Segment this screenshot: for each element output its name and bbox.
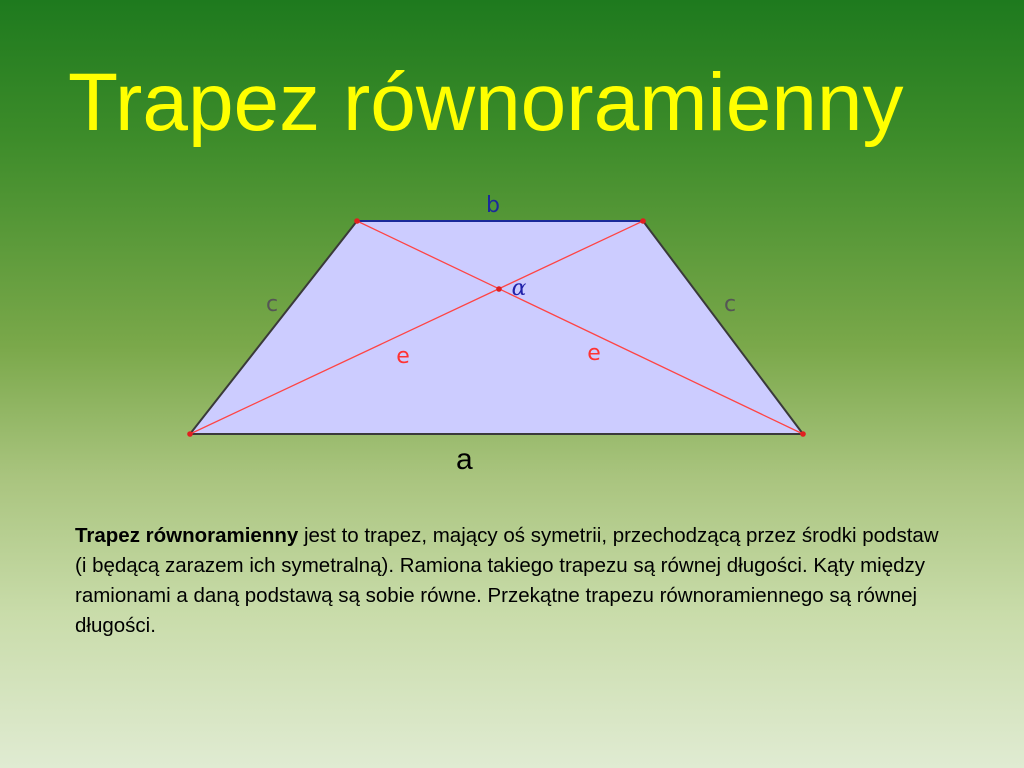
vertex-bottom-left <box>187 431 193 437</box>
label-top-base: b <box>486 193 500 218</box>
trapezoid-shape <box>190 221 803 434</box>
definition-paragraph <box>75 521 955 641</box>
vertex-top-left <box>354 218 360 224</box>
definition-text: jest to trapez, mający oś symetrii, przechodzącą przez środki podstaw (i będącą zarazem ich symetralną). Ramiona takiego trapezu są równej długości. Kąty między ramionami a daną podstawą są sobie równe. Przekątne trapezu równoramiennego są równej długości. <box>75 524 939 637</box>
diagonal-intersection <box>496 286 502 292</box>
label-right-leg: c <box>723 292 737 317</box>
vertex-bottom-right <box>800 431 806 437</box>
label-bottom-base: a <box>456 443 473 476</box>
label-left-leg: c <box>265 292 279 317</box>
vertex-top-right <box>640 218 646 224</box>
label-left-diagonal: e <box>396 344 410 369</box>
slide-title: Trapez równoramienny <box>68 57 904 148</box>
label-right-diagonal: e <box>587 341 601 366</box>
label-angle-alpha: α <box>511 276 527 301</box>
definition-term: Trapez równoramienny <box>75 524 299 547</box>
